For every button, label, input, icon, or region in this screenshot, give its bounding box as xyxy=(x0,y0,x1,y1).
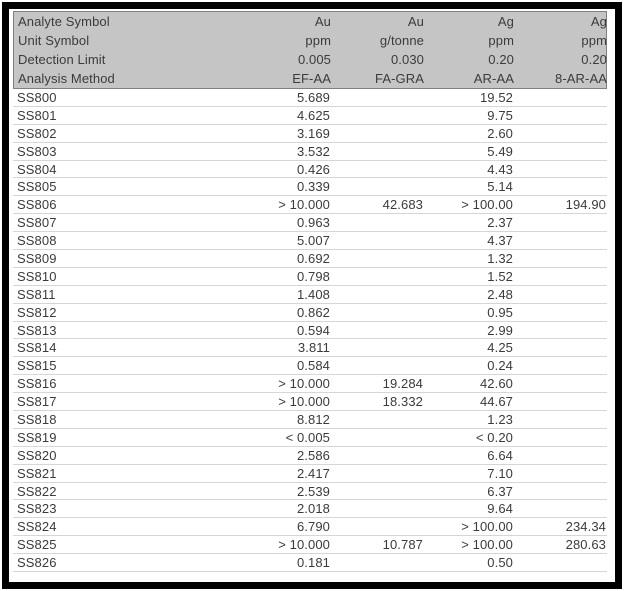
table-row xyxy=(13,161,607,179)
sample-id: SS800 xyxy=(17,89,57,105)
header-value-cell: ppm xyxy=(581,33,607,48)
table-row xyxy=(13,304,607,322)
header-row-label: Analyte Symbol xyxy=(18,14,110,29)
table-row xyxy=(13,554,607,572)
value-cell: 0.426 xyxy=(296,161,330,177)
sample-id: SS814 xyxy=(17,340,57,356)
header-value-cell: EF-AA xyxy=(292,71,331,86)
value-cell: > 10.000 xyxy=(278,197,330,213)
value-cell: 5.689 xyxy=(296,89,330,105)
assay-results-table xyxy=(13,11,607,572)
header-value-cell: AR-AA xyxy=(473,71,514,86)
table-header-block xyxy=(13,11,607,89)
value-cell: 2.99 xyxy=(487,322,513,338)
sample-id: SS815 xyxy=(17,358,57,374)
sample-id: SS801 xyxy=(17,107,57,123)
value-cell: 9.64 xyxy=(487,501,513,517)
value-cell: 7.10 xyxy=(487,465,513,481)
table-row xyxy=(13,536,607,554)
header-value-cell: 0.20 xyxy=(581,52,607,67)
value-cell: 234.34 xyxy=(565,519,606,535)
table-row xyxy=(13,518,607,536)
value-cell: 0.181 xyxy=(296,555,330,571)
header-row xyxy=(14,31,606,50)
sample-id: SS809 xyxy=(17,250,57,266)
value-cell: 4.25 xyxy=(487,340,513,356)
table-row xyxy=(13,375,607,393)
header-value-cell: g/tonne xyxy=(379,33,424,48)
value-cell: 4.625 xyxy=(296,107,330,123)
sample-id: SS825 xyxy=(17,537,57,553)
value-cell: 2.586 xyxy=(296,447,330,463)
value-cell: 42.60 xyxy=(479,376,513,392)
value-cell: 0.692 xyxy=(296,250,330,266)
table-row xyxy=(13,214,607,232)
value-cell: 0.95 xyxy=(487,304,513,320)
table-row xyxy=(13,447,607,465)
header-value-cell: ppm xyxy=(305,33,331,48)
value-cell: 0.339 xyxy=(296,179,330,195)
sample-id: SS818 xyxy=(17,411,57,427)
sample-id: SS822 xyxy=(17,483,57,499)
value-cell: 2.48 xyxy=(487,286,513,302)
value-cell: > 10.000 xyxy=(278,394,330,410)
sample-id: SS813 xyxy=(17,322,57,338)
sample-id: SS811 xyxy=(17,286,56,302)
sample-id: SS816 xyxy=(17,376,57,392)
table-row xyxy=(13,429,607,447)
table-body xyxy=(13,89,607,572)
value-cell: 0.24 xyxy=(487,358,513,374)
value-cell: 19.284 xyxy=(382,376,423,392)
value-cell: 5.14 xyxy=(487,179,513,195)
value-cell: 0.963 xyxy=(296,215,330,231)
value-cell: 280.63 xyxy=(565,537,606,553)
value-cell: < 0.005 xyxy=(285,429,330,445)
value-cell: 0.798 xyxy=(296,268,330,284)
sample-id: SS817 xyxy=(17,394,57,410)
table-row xyxy=(13,411,607,429)
table-row xyxy=(13,483,607,501)
value-cell: 5.007 xyxy=(296,233,330,249)
table-row xyxy=(13,465,607,483)
table-row xyxy=(13,339,607,357)
value-cell: 19.52 xyxy=(479,89,513,105)
header-value-cell: 8-AR-AA xyxy=(555,71,607,86)
header-value-cell: 0.20 xyxy=(488,52,514,67)
value-cell: 18.332 xyxy=(382,394,423,410)
sample-id: SS823 xyxy=(17,501,57,517)
table-row xyxy=(13,500,607,518)
table-row xyxy=(13,125,607,143)
header-row xyxy=(14,12,606,31)
table-row xyxy=(13,268,607,286)
table-row xyxy=(13,232,607,250)
value-cell: 2.018 xyxy=(296,501,330,517)
header-value-cell: Ag xyxy=(590,14,607,29)
header-value-cell: 0.030 xyxy=(390,52,424,67)
sample-id: SS804 xyxy=(17,161,57,177)
header-row-label: Detection Limit xyxy=(18,52,106,67)
value-cell: 2.417 xyxy=(296,465,330,481)
value-cell: > 100.00 xyxy=(461,197,513,213)
value-cell: 3.811 xyxy=(297,340,330,356)
table-row xyxy=(13,357,607,375)
value-cell: 0.594 xyxy=(296,322,330,338)
header-row xyxy=(14,69,606,88)
header-value-cell: Ag xyxy=(497,14,514,29)
value-cell: 0.862 xyxy=(296,304,330,320)
table-row xyxy=(13,393,607,411)
table-row xyxy=(13,286,607,304)
value-cell: 2.539 xyxy=(296,483,330,499)
sample-id: SS812 xyxy=(17,304,57,320)
sample-id: SS802 xyxy=(17,125,57,141)
table-row xyxy=(13,178,607,196)
value-cell: 9.75 xyxy=(487,107,513,123)
sample-id: SS803 xyxy=(17,143,57,159)
value-cell: 44.67 xyxy=(479,394,513,410)
value-cell: 3.532 xyxy=(296,143,330,159)
table-row xyxy=(13,107,607,125)
sample-id: SS819 xyxy=(17,429,57,445)
sample-id: SS820 xyxy=(17,447,57,463)
sample-id: SS805 xyxy=(17,179,57,195)
sample-id: SS806 xyxy=(17,197,57,213)
value-cell: 0.584 xyxy=(296,358,330,374)
value-cell: 4.37 xyxy=(487,233,513,249)
value-cell: 5.49 xyxy=(487,143,513,159)
value-cell: 10.787 xyxy=(382,537,423,553)
sample-id: SS808 xyxy=(17,233,57,249)
value-cell: 1.408 xyxy=(296,286,330,302)
sample-id: SS824 xyxy=(17,519,57,535)
value-cell: > 100.00 xyxy=(461,519,513,535)
value-cell: 6.37 xyxy=(487,483,513,499)
header-row-label: Analysis Method xyxy=(18,71,115,86)
value-cell: 8.812 xyxy=(296,411,330,427)
sample-id: SS810 xyxy=(17,268,57,284)
table-row xyxy=(13,143,607,161)
header-value-cell: Au xyxy=(407,14,424,29)
value-cell: 6.64 xyxy=(487,447,513,463)
header-value-cell: Au xyxy=(314,14,331,29)
header-value-cell: FA-GRA xyxy=(375,71,424,86)
page-frame xyxy=(2,2,622,589)
sample-id: SS826 xyxy=(17,555,57,571)
table-row xyxy=(13,250,607,268)
value-cell: 2.60 xyxy=(487,125,513,141)
header-row-label: Unit Symbol xyxy=(18,33,90,48)
value-cell: 1.32 xyxy=(487,250,513,266)
value-cell: 4.43 xyxy=(487,161,513,177)
value-cell: 1.23 xyxy=(487,411,513,427)
value-cell: > 10.000 xyxy=(278,376,330,392)
value-cell: > 100.00 xyxy=(461,537,513,553)
header-row xyxy=(14,50,606,69)
value-cell: 2.37 xyxy=(487,215,513,231)
value-cell: 194.90 xyxy=(565,197,606,213)
table-row xyxy=(13,196,607,214)
value-cell: 0.50 xyxy=(487,555,513,571)
header-value-cell: ppm xyxy=(488,33,514,48)
value-cell: 6.790 xyxy=(296,519,330,535)
value-cell: > 10.000 xyxy=(278,537,330,553)
value-cell: < 0.20 xyxy=(475,429,513,445)
table-row xyxy=(13,322,607,340)
value-cell: 42.683 xyxy=(382,197,423,213)
table-row xyxy=(13,89,607,107)
header-value-cell: 0.005 xyxy=(297,52,331,67)
sample-id: SS821 xyxy=(17,465,57,481)
value-cell: 3.169 xyxy=(296,125,330,141)
value-cell: 1.52 xyxy=(487,268,513,284)
sample-id: SS807 xyxy=(17,215,57,231)
